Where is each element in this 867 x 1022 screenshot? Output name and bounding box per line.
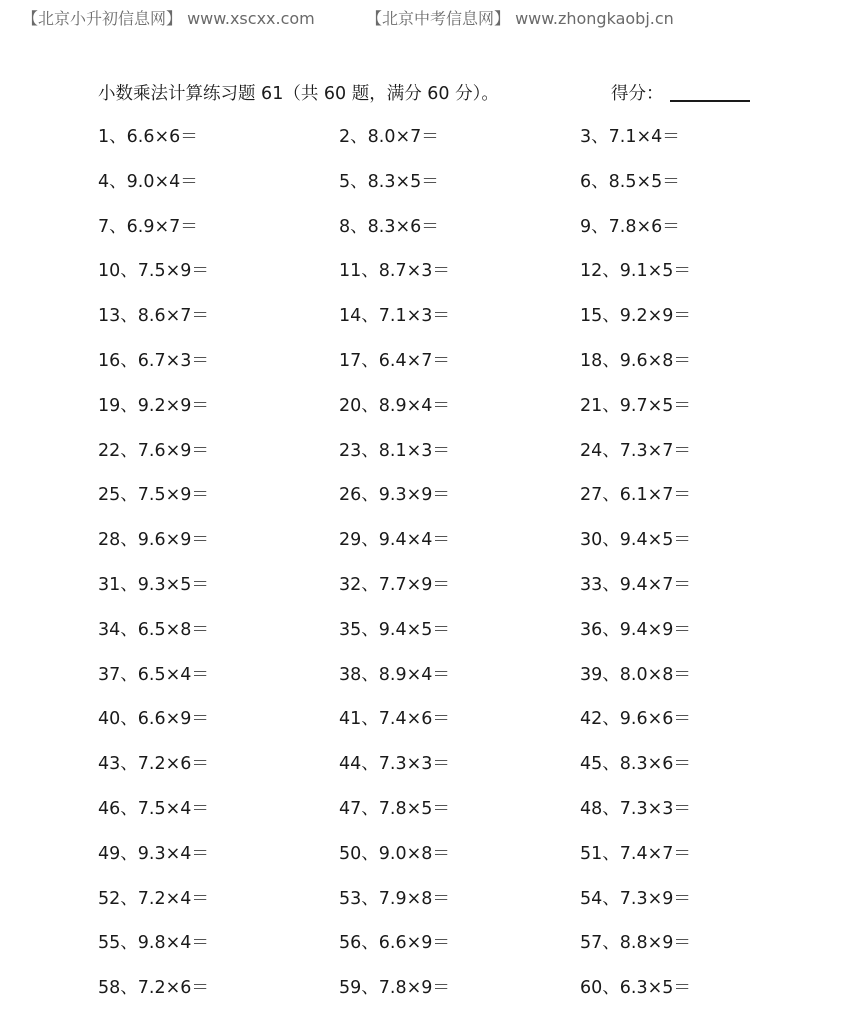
problem-item: 49、9.3×4＝ [98,843,209,864]
header-left-site: 【北京小升初信息网】 www.xscxx.com [22,9,315,28]
problem-item: 55、9.8×4＝ [98,933,209,954]
problem-item: 20、8.9×4＝ [339,395,450,416]
problem-item: 13、8.6×7＝ [98,306,209,327]
problem-item: 26、9.3×9＝ [339,485,450,506]
problem-item: 5、8.3×5＝ [339,171,439,192]
problem-item: 34、6.5×8＝ [98,619,209,640]
problem-item: 22、7.6×9＝ [98,440,209,461]
problem-item: 8、8.3×6＝ [339,216,439,237]
page-header [22,6,867,32]
problem-item: 1、6.6×6＝ [98,127,198,147]
problem-item: 18、9.6×8＝ [580,350,691,371]
problem-item: 6、8.5×5＝ [580,171,680,192]
score-label: 得分： [611,84,664,104]
problem-item: 7、6.9×7＝ [98,216,198,237]
problem-item: 51、7.4×7＝ [580,843,691,864]
problem-item: 19、9.2×9＝ [98,395,209,416]
problem-item: 44、7.3×3＝ [339,754,450,775]
problem-item: 35、9.4×5＝ [339,619,450,640]
problem-item: 27、6.1×7＝ [580,485,691,506]
problem-item: 32、7.7×9＝ [339,574,450,595]
problem-item: 9、7.8×6＝ [580,216,680,237]
problem-item: 58、7.2×6＝ [98,978,209,999]
problem-item: 45、8.3×6＝ [580,754,691,775]
problem-grid [98,124,798,1020]
problem-item: 57、8.8×9＝ [580,933,691,954]
title-row [98,80,758,106]
problem-item: 11、8.7×3＝ [339,261,450,282]
problem-item: 2、8.0×7＝ [339,127,439,147]
problem-item: 39、8.0×8＝ [580,664,691,685]
problem-item: 53、7.9×8＝ [339,888,450,909]
problem-item: 14、7.1×3＝ [339,306,450,327]
problem-item: 41、7.4×6＝ [339,709,450,730]
problem-item: 15、9.2×9＝ [580,306,691,327]
problem-item: 33、9.4×7＝ [580,574,691,595]
problem-item: 52、7.2×4＝ [98,888,209,909]
problem-item: 23、8.1×3＝ [339,440,450,461]
problem-item: 56、6.6×9＝ [339,933,450,954]
problem-item: 16、6.7×3＝ [98,350,209,371]
worksheet-title: 小数乘法计算练习题 61（共 60 题，满分 60 分）。 [98,84,499,104]
score-blank-line [670,100,750,102]
problem-item: 48、7.3×3＝ [580,798,691,819]
problem-item: 3、7.1×4＝ [580,127,680,147]
problem-item: 46、7.5×4＝ [98,798,209,819]
problem-item: 37、6.5×4＝ [98,664,209,685]
problem-item: 42、9.6×6＝ [580,709,691,730]
problem-item: 10、7.5×9＝ [98,261,209,282]
problem-item: 60、6.3×5＝ [580,978,691,999]
problem-item: 36、9.4×9＝ [580,619,691,640]
problem-item: 47、7.8×5＝ [339,798,450,819]
problem-item: 38、8.9×4＝ [339,664,450,685]
problem-item: 12、9.1×5＝ [580,261,691,282]
problem-item: 28、9.6×9＝ [98,530,209,551]
problem-item: 4、9.0×4＝ [98,171,198,192]
problem-item: 59、7.8×9＝ [339,978,450,999]
problem-item: 29、9.4×4＝ [339,530,450,551]
header-right-site: 【北京中考信息网】 www.zhongkaobj.cn [366,9,674,28]
problem-item: 25、7.5×9＝ [98,485,209,506]
problem-item: 31、9.3×5＝ [98,574,209,595]
problem-item: 17、6.4×7＝ [339,350,450,371]
problem-item: 43、7.2×6＝ [98,754,209,775]
problem-item: 54、7.3×9＝ [580,888,691,909]
problem-item: 24、7.3×7＝ [580,440,691,461]
problem-item: 50、9.0×8＝ [339,843,450,864]
problem-item: 40、6.6×9＝ [98,709,209,730]
problem-item: 21、9.7×5＝ [580,395,691,416]
problem-item: 30、9.4×5＝ [580,530,691,551]
